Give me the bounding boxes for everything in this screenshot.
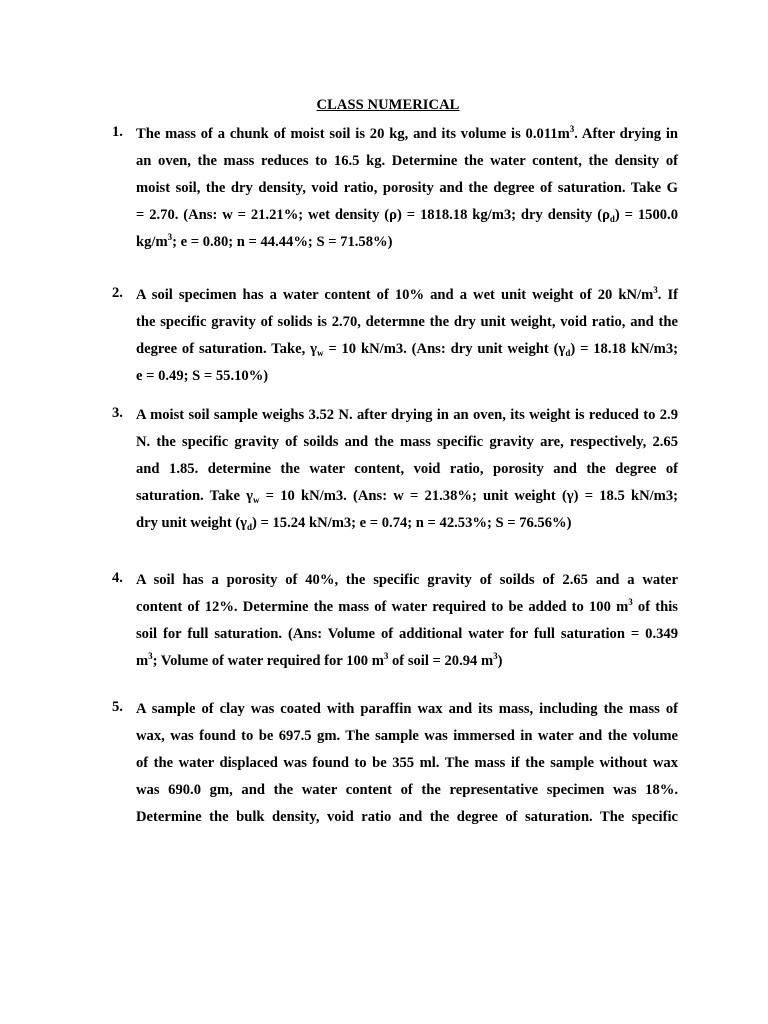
problem-line: saturation. Take $\gamma_w = 10$ kN/m3. (Ans: w = 21.38%; unit weight (γ) = 18.5 kN/m3; xyxy=(136,488,678,505)
page-title: CLASS NUMERICAL xyxy=(316,97,460,113)
problem-line: The mass of a chunk of moist soil is 20 kg, and its volume is $0.011m^3$. After drying in xyxy=(136,124,678,142)
problem-line: degree of saturation. Take, $\gamma_w = 10$ kN/m3. (Ans: dry unit weight $(\gamma_d) = 18.18$ kN/m3; xyxy=(136,341,678,358)
problem-number: 4. xyxy=(112,570,123,586)
problem-line: = 2.70. (Ans: w = 21.21%; wet density (ρ) = 1818.18 kg/m3; dry density $(\rho_d) = 1500.0$ xyxy=(136,207,678,224)
problem-line: and 1.85. determine the water content, void ratio, porosity and the degree of xyxy=(136,461,678,477)
problem-line: $kg/m^3$; e = 0.80; n = 44.44%; S = 71.58%) xyxy=(136,232,393,250)
problem-line: A soil has a porosity of 40%, the specific gravity of soilds of 2.65 and a water xyxy=(136,572,678,588)
problem-item xyxy=(112,285,678,393)
problem-line: A moist soil sample weighs 3.52 N. after drying in an oven, its weight is reduced to 2.9 xyxy=(136,407,678,423)
problem-line: $m^3$; Volume of water required for 100 $m^3$ of soil = 20.94 $m^3$) xyxy=(136,651,503,669)
problem-item xyxy=(112,699,678,834)
problem-number: 2. xyxy=(112,285,123,301)
problem-line: an oven, the mass reduces to 16.5 kg. Determine the water content, the density of xyxy=(136,153,678,169)
problem-number: 1. xyxy=(112,124,123,140)
problem-number: 5. xyxy=(112,699,123,715)
problem-line: content of 12%. Determine the mass of water required to be added to 100 $m^3$ of this xyxy=(136,597,678,615)
problem-line: soil for full saturation. (Ans: Volume of additional water for full saturation = 0.349 xyxy=(136,626,678,642)
problem-line: Determine the bulk density, void ratio and the degree of saturation. The specific xyxy=(136,809,678,825)
problem-line: was 690.0 gm, and the water content of the representative specimen was 18%. xyxy=(136,782,678,798)
problem-item xyxy=(112,570,678,678)
problem-item xyxy=(112,405,678,540)
problem-line: dry unit weight $(\gamma_d) = 15.24$ kN/m3; e = 0.74; n = 42.53%; S = 76.56%) xyxy=(136,515,572,532)
problem-line: N. the specific gravity of soilds and the mass specific gravity are, respectively, 2.65 xyxy=(136,434,678,450)
problem-line: the specific gravity of solids is 2.70, determne the dry unit weight, void ratio, and the xyxy=(136,314,678,330)
problem-line: of the water displaced was found to be 355 ml. The mass if the sample without wax xyxy=(136,755,678,771)
problem-line: A soil specimen has a water content of 10% and a wet unit weight of 20 $kN/m^3$. If xyxy=(136,285,678,303)
problem-line: A sample of clay was coated with paraffin wax and its mass, including the mass of xyxy=(136,701,678,717)
problem-line: moist soil, the dry density, void ratio, porosity and the degree of saturation. Take G xyxy=(136,180,678,196)
problem-line: wax, was found to be 697.5 gm. The sample was immersed in water and the volume xyxy=(136,728,678,744)
problem-item xyxy=(112,124,678,259)
problem-line: e = 0.49; S = 55.10%) xyxy=(136,368,269,384)
problem-number: 3. xyxy=(112,405,123,421)
